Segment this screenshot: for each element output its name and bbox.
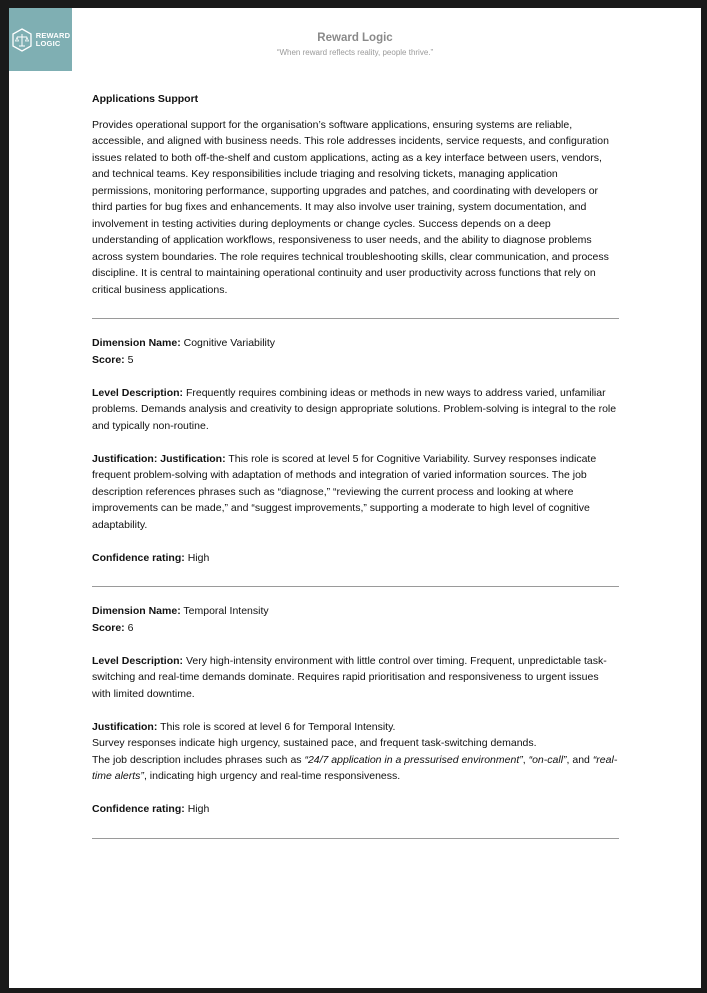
- brand-tagline: “When reward reflects reality, people thrive.”: [276, 48, 434, 57]
- score-label: Score:: [92, 621, 125, 634]
- level-description-label: Level Description:: [92, 654, 184, 667]
- role-title: Applications Support: [92, 93, 199, 105]
- justification-line-3-pre: The job description includes phrases such as: [92, 753, 305, 766]
- document-body: [92, 91, 619, 855]
- justification-phrase-2: “on-call”: [528, 753, 567, 766]
- dimension-block-cognitive: [92, 335, 619, 566]
- justification-row: [92, 719, 619, 736]
- justification-line-3: [92, 752, 619, 785]
- level-description-label: Level Description:: [92, 386, 184, 399]
- justification-text: This role is scored at level 5 for Cognitive Variability. Survey responses indicate frequent problem-solving with adaptation of methods and integration of varied information sources. The job description references phrases such as “diagnose,” “reviewing the current process and looking at where improvements can be made,” and “suggest improvements,” supporting a moderate to high level of cognitive adaptability.: [92, 452, 597, 531]
- score-row: [92, 620, 619, 637]
- confidence-label: Confidence rating:: [92, 551, 185, 564]
- dimension-name-label: Dimension Name:: [92, 605, 181, 617]
- justification-label: Justification:: [92, 720, 158, 733]
- justification-row: [92, 451, 619, 534]
- score-value: 5: [127, 353, 134, 366]
- dimension-name-label: Dimension Name:: [92, 337, 181, 349]
- justification-line-3-post: , indicating high urgency and real-time responsiveness.: [143, 770, 401, 782]
- justification-phrase-3: “real-time alerts”: [92, 753, 618, 782]
- level-description-row: [92, 653, 619, 703]
- justification-label: Justification: Justification:: [92, 452, 226, 465]
- dimension-name-row: [92, 335, 619, 352]
- justification-sep-2: , and: [566, 753, 593, 766]
- level-description-text: Very high-intensity environment with little control over timing. Frequent, unpredictable task-switching and real-time demands dominate. Requires rapid prioritisation and responsiveness to urgent issues with limited downtime.: [92, 654, 607, 700]
- level-description-row: [92, 385, 619, 435]
- score-label: Score:: [92, 353, 125, 366]
- brand-title: Reward Logic: [317, 32, 393, 44]
- page-header: [9, 32, 701, 57]
- confidence-value: High: [187, 803, 210, 815]
- confidence-value: High: [187, 551, 210, 564]
- role-description: Provides operational support for the organisation’s software applications, ensuring systems are reliable, accessible, and aligned with business needs. This role addresses incidents, service requests, and configuration issues related to both off-the-shelf and custom applications, acting as a key interface between users, vendors, and technical teams. Key responsibilities include triaging and resolving tickets, managing application permissions, monitoring performance, supporting upgrades and patches, and coordinating with developers or third parties for bug fixes and enhancements. It may also involve user training, system documentation, and involvement in testing activities during deployments or change cycles. Success depends on a deep understanding of application workflows, responsiveness to user needs, and the ability to diagnose problems across system boundaries. The role requires technical troubleshooting skills, clear communication, and process discipline. It is central to maintaining operational continuity and user productivity across functions that rely on critical business applications.: [92, 118, 609, 296]
- section-divider: [92, 586, 619, 587]
- justification-phrase-1: “24/7 application in a pressurised environment”: [304, 753, 523, 766]
- dimension-name-row: [92, 603, 619, 620]
- confidence-label: Confidence rating:: [92, 803, 185, 815]
- logo-line-2: LOGIC: [35, 38, 61, 48]
- justification-line-1: This role is scored at level 6 for Temporal Intensity.: [160, 720, 396, 733]
- dimension-block-temporal: [92, 603, 619, 818]
- level-description-text: Frequently requires combining ideas or methods in new ways to address varied, unfamiliar problems. Demands analysis and creativity to design appropriate solutions. Problem-solving is integral to the role and typically non-routine.: [92, 386, 617, 432]
- section-divider: [92, 838, 619, 839]
- section-divider: [92, 318, 619, 319]
- confidence-row: [92, 550, 619, 567]
- score-row: [92, 352, 619, 369]
- dimension-name-value: Temporal Intensity: [183, 605, 269, 617]
- document-page: [9, 8, 701, 988]
- logo-line-1: REWARD: [35, 30, 71, 40]
- justification-sep-1: ,: [522, 753, 529, 766]
- confidence-row: [92, 801, 619, 818]
- score-value: 6: [127, 621, 134, 634]
- justification-line-2: Survey responses indicate high urgency, sustained pace, and frequent task-switching demands.: [92, 737, 537, 749]
- dimension-name-value: Cognitive Variability: [183, 337, 276, 349]
